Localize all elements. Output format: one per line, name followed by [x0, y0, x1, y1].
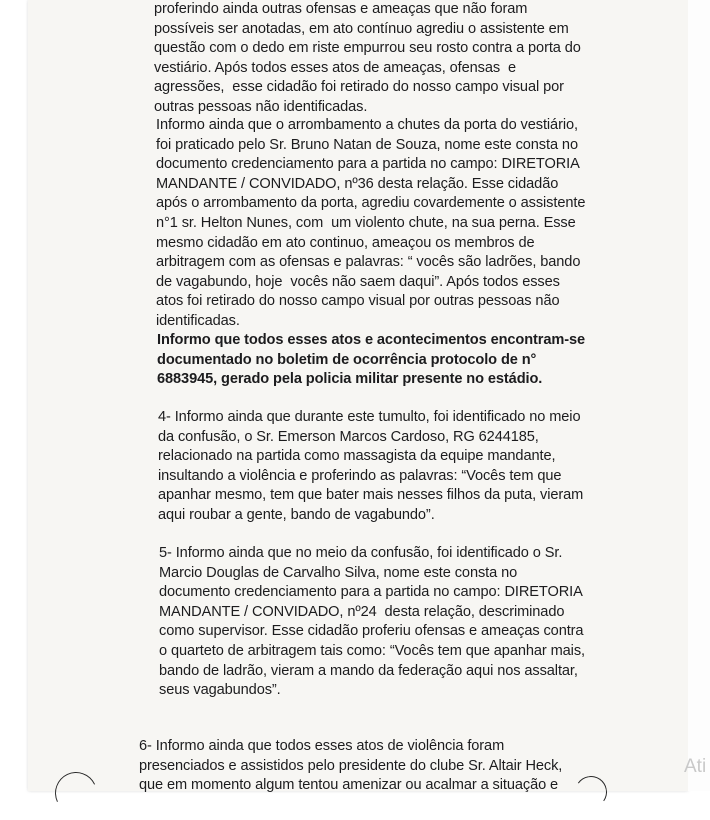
- paragraph-item-4: 4- Informo ainda que durante este tumulto, foi identificado no meio da confusão, o Sr. Emerson Marcos Cardoso, RG 6244185, relacionado na partida como massagista da equipe mandante, insultando a violência e proferindo as palavras: “Vocês tem que apanhar mesmo, tem que bater mais nesses filhos da puta, vieram aqui roubar a gente, bando de vagabundo”.: [158, 409, 584, 523]
- paragraph-item-6: 6- Informo ainda que todos esses atos de violência foram presenciados e assistidos pelo presidente do clube Sr. Altair Heck, que em momento algum tentou amenizar ou acalmar a situação e: [139, 738, 563, 794]
- activation-watermark: Ati: [684, 756, 707, 777]
- paragraph-police-report: Informo que todos esses atos e acontecimentos encontram-se documentado no boletim de ocorrência protocolo de n° 6883945, gerado pela policia militar presente no estádio.: [157, 332, 586, 388]
- paragraph-assault-continuation: proferindo ainda outras ofensas e ameaças que não foram possíveis ser anotadas, em ato contínuo agrediu o assistente em questão com o dedo em riste empurrou seu rosto contra a porta do vestiário. Após todos esses atos de ameaças, ofensas e agressões, esse cidadão foi retirado do nosso campo visual por outras pessoas não identificadas.: [154, 1, 581, 115]
- paragraph-item-5: 5- Informo ainda que no meio da confusão, foi identificado o Sr. Marcio Douglas de Carvalho Silva, nome este consta no documento credenciamento para a partida no campo: DIRETORIA MANDANTE / CONVIDADO, nº24 desta relação, descriminado como supervisor. Esse cidadão proferiu ofensas e ameaças contra o quarteto de arbitragem tais como: “Vocês tem que apanhar mais, bando de ladrão, vieram a mando da federação aqui nos assaltar, seus vagabundos”.: [159, 545, 585, 699]
- paragraph-door-break-in: Informo ainda que o arrombamento a chutes da porta do vestiário, foi praticado pelo Sr. Bruno Natan de Souza, nome este consta no documento credenciamento para a partida no campo: DIRETORIA MANDANTE / CONVIDADO, nº36 desta relação. Esse cidadão após o arrombamento da porta, agrediu covardemente o assistente n°1 sr. Helton Nunes, com um violento chute, na sua perna. Esse mesmo cidadão em ato continuo, ameaçou os membros de arbitragem com as ofensas e palavras: “ vocês são ladrões, bando de vagabundo, hoje vocês não saem daqui”. Após todos esses atos foi retirado do nosso campo visual por outras pessoas não identificadas.: [156, 117, 586, 329]
- viewer-edge: [688, 0, 710, 791]
